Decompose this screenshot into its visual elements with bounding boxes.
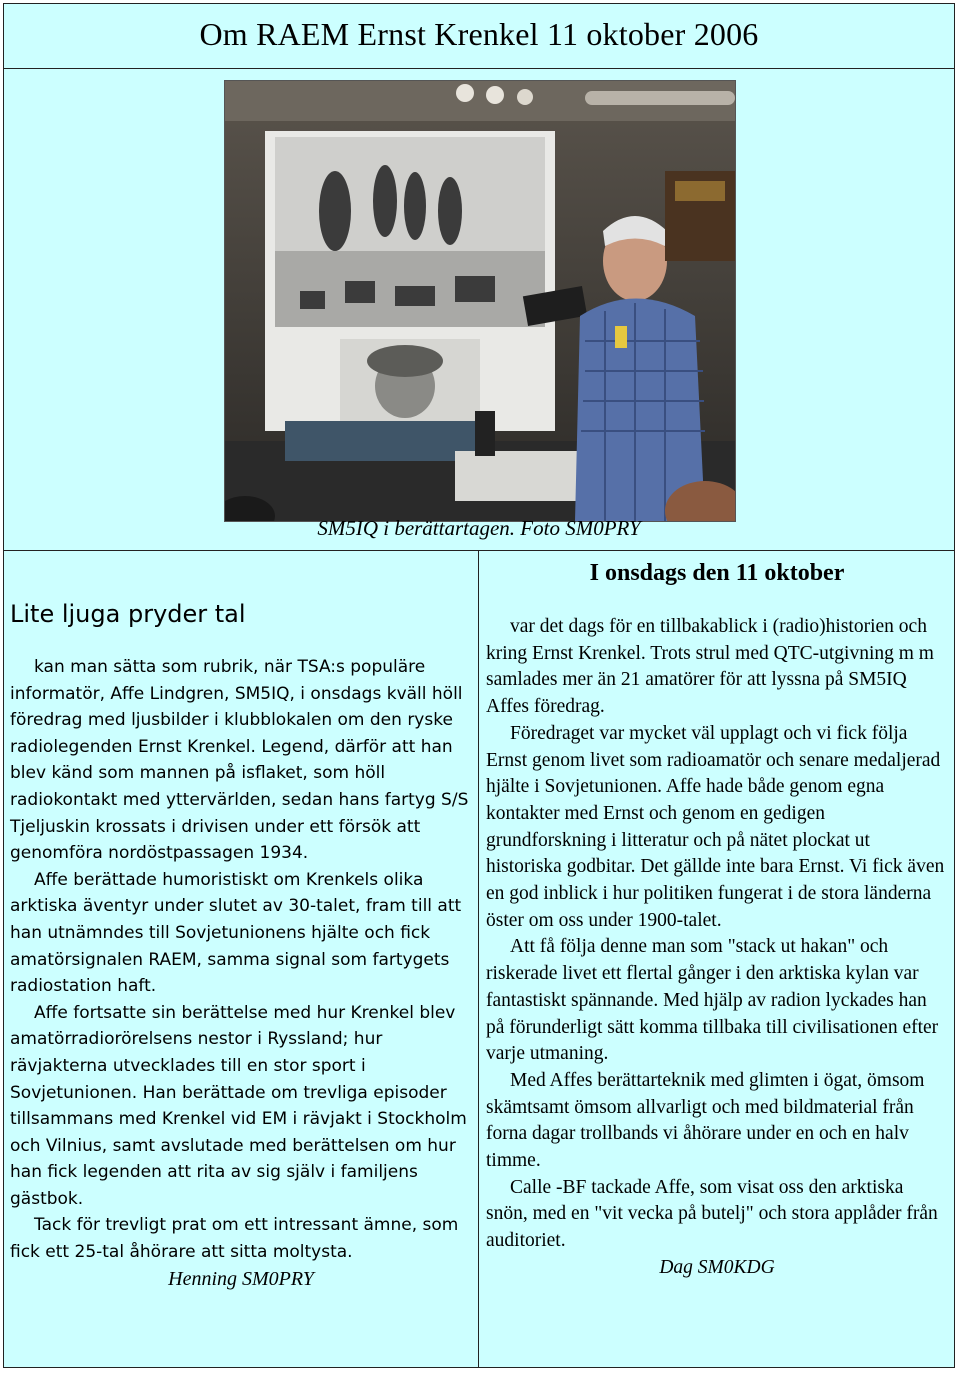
title-row <box>4 4 954 69</box>
column-divider <box>478 550 479 1368</box>
right-paragraph: Att få följa denne man som "stack ut hakan" och riskerade livet ett flertal gånger i den arktiska kylan var fantastiskt spännande. Med hjälp av radion lyckades han på förunderligt sätt komma tillbaka till civilisationen efter varje utmaning. <box>486 936 939 1065</box>
left-paragraph: kan man sätta som rubrik, när TSA:s populäre informatör, Affe Lindgren, SM5IQ, i onsdags kväll höll föredrag med ljusbilder i klubblokalen om den ryske radiolegenden Ernst Krenkel. Legend, därför att han blev känd som mannen på isflaket, som höll radiokontakt med yttervärlden, sedan hans fartyg S/S Tjeljuskin krossats i drivisen under ett försök att genomföra nordöstpassagen 1934. <box>10 657 469 864</box>
right-signature: Dag SM0KDG <box>659 1256 775 1278</box>
right-paragraph: Calle -BF tackade Affe, som visat oss den arktiska snön, med en "vit vecka på butelj" och stora applåder från auditoriet. <box>486 1176 938 1252</box>
page-title: Om RAEM Ernst Krenkel 11 oktober 2006 <box>199 16 759 52</box>
speaker-photo <box>224 80 736 522</box>
left-paragraph: Affe berättade humoristiskt om Krenkels olika arktiska äventyr under slutet av 30-talet, fram till att han utnämndes till Sovjetunionens hjälte och fick amatörsignalen RAEM, samma signal som fartygets radiostation haft. <box>10 869 462 997</box>
left-paragraph: Tack för trevligt prat om ett intressant ämne, som fick ett 25-tal åhörare att sitta moltysta. <box>10 1215 459 1263</box>
photo-row <box>4 68 954 551</box>
right-paragraph: Föredraget var mycket väl upplagt och vi fick följa Ernst genom livet som radioamatör och senare medaljerad hjälte i Sovjetunionen. Affe hade både genom egna kontakter med Ernst och genom en gedigen grundforskning i litteratur och på nätet plockat ut historiska godbitar. Det gällde inte bara Ernst. Vi fick även en god inblick i hur politiken fungerat i de stora länderna öster om oss under 1900-talet. <box>486 722 945 931</box>
left-article-body <box>10 654 472 1292</box>
left-paragraph: Affe fortsatte sin berättelse med hur Krenkel blev amatörradiorörelsens nestor i Ryssland; hur rävjakterna utvecklades till en stor sport i Sovjetunionen. Han berättade om trevliga episoder tillsammans med Krenkel vid EM i rävjakt i Stockholm och Vilnius, samt avslutade med berättelsen om hur han fick legenden att rita av sig själv i familjens gästbok. <box>10 1002 467 1209</box>
left-heading: Lite ljuga pryder tal <box>10 600 246 628</box>
right-heading: I onsdags den 11 oktober <box>589 560 845 586</box>
photo-of-speaker-icon <box>225 81 735 521</box>
photo-caption: SM5IQ i berättartagen. Foto SM0PRY <box>317 516 641 540</box>
right-paragraph: Med Affes berättarteknik med glimten i ögat, ömsom skämtsamt ömsom allvarligt och med bildmaterial från forna dagar trollbands vi åhörare under en och en halv timme. <box>486 1069 925 1172</box>
right-article-body <box>486 614 948 1282</box>
right-paragraph: var det dags för en tillbakablick i (radio)historien och kring Ernst Krenkel. Trots strul med QTC-utgivning m m samlades mer än 21 amatörer för att lyssna på SM5IQ Affes föredrag. <box>486 616 934 718</box>
left-signature: Henning SM0PRY <box>168 1267 314 1290</box>
article-frame <box>3 3 955 1368</box>
